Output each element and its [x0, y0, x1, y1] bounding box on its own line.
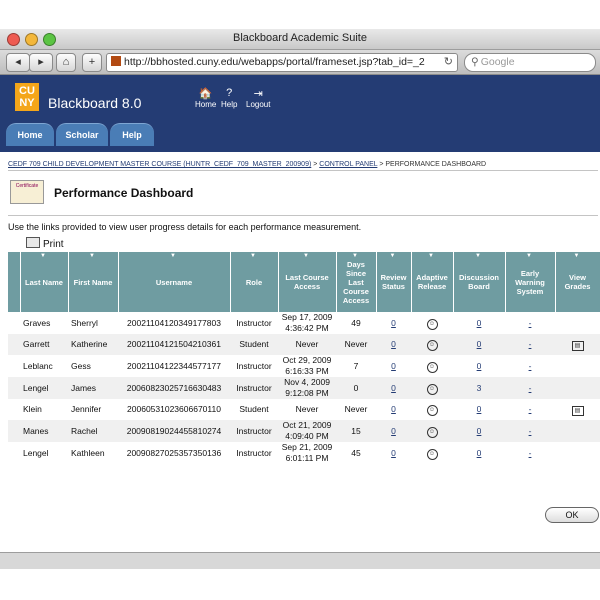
home-link[interactable] — [195, 87, 216, 109]
breadcrumb-separator: > — [311, 161, 320, 168]
review-status-link[interactable]: 0 — [391, 425, 396, 436]
discussion-board-link[interactable]: 3 — [476, 382, 482, 393]
certificate-icon-text: Certificate — [15, 183, 39, 189]
last-access-cell: Sep 17, 2009 4:36:42 PM — [281, 312, 333, 333]
early-warning-link[interactable]: - — [528, 425, 532, 436]
review-status-link[interactable]: 0 — [391, 404, 396, 414]
divider — [8, 215, 598, 216]
days-since-cell: 0 — [353, 382, 359, 393]
last-access-cell: Sep 21, 2009 6:01:11 PM — [281, 442, 333, 463]
tab-home[interactable]: Home — [6, 123, 54, 146]
review-status-cell — [376, 334, 411, 355]
discussion-board-cell — [453, 355, 505, 377]
first-name-cell — [68, 377, 118, 399]
tab-scholar[interactable]: Scholar — [56, 123, 108, 146]
early-warning-link[interactable]: - — [528, 317, 532, 328]
early-warning-link[interactable]: - — [528, 339, 532, 349]
view-grades-cell — [555, 442, 600, 464]
discussion-board-link[interactable]: 0 — [476, 404, 482, 414]
column-header[interactable] — [20, 252, 68, 312]
view-grades-cell — [555, 399, 600, 420]
review-status-cell — [376, 377, 411, 399]
column-header-label: Last Name — [25, 277, 63, 287]
adaptive-release-icon[interactable]: ☺ — [427, 405, 438, 416]
last-access-cell — [278, 334, 336, 355]
column-header-label: Early Warning System — [515, 268, 545, 296]
review-status-link[interactable]: 0 — [391, 447, 396, 458]
username-cell: 20090827025357350136 — [126, 447, 222, 458]
search-field[interactable] — [464, 53, 596, 72]
column-header[interactable] — [278, 252, 336, 312]
breadcrumb-separator: > — [377, 161, 386, 168]
last-name-cell: Lengel — [23, 447, 49, 458]
adaptive-release-cell — [411, 312, 453, 334]
adaptive-release-cell — [411, 399, 453, 420]
days-since-cell — [336, 420, 376, 442]
discussion-board-link[interactable]: 0 — [476, 360, 482, 371]
early-warning-cell — [505, 312, 555, 334]
forward-button[interactable]: ▸ — [29, 53, 53, 72]
view-grades-cell — [555, 420, 600, 442]
last-name-cell — [20, 399, 68, 420]
column-header[interactable] — [555, 252, 600, 312]
column-header[interactable] — [376, 252, 411, 312]
review-status-link[interactable]: 0 — [391, 339, 396, 349]
days-since-cell — [336, 399, 376, 420]
adaptive-release-icon[interactable]: ☺ — [427, 319, 438, 330]
column-header[interactable] — [411, 252, 453, 312]
adaptive-release-cell — [411, 355, 453, 377]
column-header-label: Discussion Board — [458, 273, 499, 291]
printer-icon — [26, 237, 40, 248]
review-status-cell — [376, 399, 411, 420]
discussion-board-cell — [453, 312, 505, 334]
last-name-cell — [20, 420, 68, 442]
last-name-cell: Lengel — [23, 382, 49, 393]
days-since-cell — [336, 334, 376, 355]
early-warning-link[interactable]: - — [528, 382, 532, 393]
username-cell: 20021104120349177803 — [127, 317, 221, 328]
row-spacer — [8, 399, 20, 420]
first-name-cell: Kathleen — [71, 447, 105, 458]
ok-button[interactable]: OK — [545, 507, 599, 523]
cuny-logo: CU NY — [15, 83, 39, 111]
username-cell — [118, 334, 230, 355]
view-grades-cell — [555, 312, 600, 334]
username-cell: 20060531023606670110 — [127, 404, 221, 414]
review-status-link[interactable]: 0 — [391, 360, 396, 371]
chevron-down-icon: ▼ — [573, 253, 580, 259]
first-name-cell — [68, 399, 118, 420]
chevron-down-icon: ▼ — [428, 253, 434, 259]
discussion-board-cell — [453, 420, 505, 442]
role-cell — [230, 334, 278, 355]
page-content — [0, 152, 600, 567]
last-access-cell: Oct 21, 2009 4:09:40 PM — [282, 420, 332, 441]
early-warning-cell — [505, 420, 555, 442]
days-since-cell: Never — [344, 404, 368, 414]
discussion-board-link[interactable]: 0 — [476, 339, 482, 349]
days-since-cell — [336, 377, 376, 399]
adaptive-release-cell — [411, 334, 453, 355]
help-link[interactable] — [221, 87, 237, 109]
chevron-down-icon: ▼ — [170, 253, 176, 259]
early-warning-cell — [505, 334, 555, 355]
view-grades-cell — [555, 355, 600, 377]
page-title: Performance Dashboard — [54, 186, 194, 200]
first-name-cell: Rachel — [71, 425, 98, 436]
role-cell: Student — [239, 339, 269, 349]
home-link-label: Home — [195, 100, 217, 109]
table-row — [8, 312, 600, 334]
username-cell: 20090819024455810274 — [126, 425, 222, 436]
chevron-down-icon: ▼ — [89, 253, 95, 259]
last-access-cell — [278, 312, 336, 334]
last-access-cell: Nov 4, 2009 9:12:08 PM — [284, 377, 330, 398]
days-since-cell — [336, 442, 376, 464]
role-cell — [230, 377, 278, 399]
discussion-board-cell — [453, 442, 505, 464]
grades-icon[interactable]: ▤ — [572, 341, 584, 351]
last-access-cell: Never — [295, 339, 319, 349]
performance-table — [8, 252, 600, 464]
early-warning-link[interactable]: - — [528, 447, 532, 458]
first-name-cell — [68, 334, 118, 355]
discussion-board-cell — [453, 334, 505, 355]
column-header[interactable] — [68, 252, 118, 312]
discussion-board-link[interactable]: 0 — [476, 317, 482, 328]
help-link-label: Help — [221, 100, 238, 109]
username-cell — [118, 312, 230, 334]
table-row — [8, 399, 600, 420]
username-cell — [118, 399, 230, 420]
address-text: http://bbhosted.cuny.edu/webapps/portal/frameset.jsp?tab_id=_2 — [124, 56, 425, 68]
column-header[interactable] — [118, 252, 230, 312]
search-placeholder: Google — [480, 56, 515, 68]
column-header-label: Role — [245, 277, 263, 287]
first-name-cell — [68, 442, 118, 464]
home-icon: ⌂ — [62, 56, 70, 68]
chevron-down-icon: ▼ — [475, 253, 481, 259]
adaptive-release-icon[interactable]: ☺ — [427, 340, 438, 351]
review-status-cell — [376, 312, 411, 334]
early-warning-link[interactable]: - — [528, 404, 532, 414]
days-since-cell: 15 — [351, 425, 361, 436]
instructions-text: Use the links provided to view user progress details for each performance measurement. — [8, 222, 362, 232]
certificate-icon — [10, 180, 44, 204]
last-access-cell — [278, 355, 336, 377]
table-row — [8, 420, 600, 442]
early-warning-link[interactable]: - — [528, 360, 532, 371]
logout-link[interactable] — [246, 87, 270, 109]
window-titlebar — [0, 29, 600, 50]
username-cell: 20021104122344577177 — [127, 360, 221, 371]
first-name-cell — [68, 355, 118, 377]
last-access-cell: Never — [295, 404, 319, 414]
username-cell — [118, 442, 230, 464]
chevron-down-icon: ▼ — [303, 253, 309, 259]
header-cap — [8, 252, 20, 312]
role-cell — [230, 399, 278, 420]
discussion-board-cell — [453, 399, 505, 420]
username-cell — [118, 420, 230, 442]
last-name-cell: Graves — [23, 317, 51, 328]
days-since-cell: 7 — [353, 360, 359, 371]
house-icon: 🏠 — [198, 88, 213, 100]
last-name-cell — [20, 355, 68, 377]
username-cell — [118, 355, 230, 377]
chevron-down-icon: ▼ — [40, 253, 46, 259]
adaptive-release-icon[interactable]: ☺ — [427, 449, 438, 460]
last-name-cell — [20, 334, 68, 355]
brand-name: Blackboard 8.0 — [48, 95, 142, 111]
table-row — [8, 442, 600, 464]
table-body — [8, 312, 600, 464]
role-cell: Student — [239, 404, 269, 414]
first-name-cell: Gess — [71, 360, 91, 371]
view-grades-cell — [555, 334, 600, 355]
review-status-cell — [376, 355, 411, 377]
last-name-cell — [20, 377, 68, 399]
column-header[interactable] — [505, 252, 555, 312]
role-cell — [230, 442, 278, 464]
last-name-cell — [20, 442, 68, 464]
discussion-board-link[interactable]: 0 — [476, 425, 482, 436]
chevron-down-icon: ▼ — [526, 253, 532, 259]
back-button[interactable]: ◂ — [6, 53, 30, 72]
column-header-label: Last Course Access — [285, 273, 329, 291]
tab-help[interactable]: Help — [110, 123, 154, 146]
table-header-row — [8, 252, 600, 312]
divider — [8, 170, 598, 171]
review-status-cell — [376, 442, 411, 464]
column-header[interactable] — [453, 252, 505, 312]
days-since-cell — [336, 355, 376, 377]
review-status-link[interactable]: 0 — [391, 382, 396, 393]
last-name-cell: Klein — [23, 404, 42, 414]
column-header-label: Adaptive Release — [416, 273, 448, 291]
role-cell: Instructor — [236, 317, 272, 328]
help-icon: ? — [226, 87, 233, 99]
table-row — [8, 377, 600, 399]
first-name-cell — [68, 312, 118, 334]
role-cell — [230, 420, 278, 442]
address-bar[interactable] — [106, 53, 458, 72]
days-since-cell: 49 — [351, 317, 361, 328]
discussion-board-cell — [453, 377, 505, 399]
first-name-cell: James — [71, 382, 97, 393]
last-access-cell — [278, 442, 336, 464]
print-button[interactable] — [26, 237, 64, 250]
last-access-cell — [278, 399, 336, 420]
role-cell: Instructor — [236, 425, 272, 436]
first-name-cell: Jennifer — [71, 404, 102, 414]
role-cell: Instructor — [236, 447, 272, 458]
early-warning-cell — [505, 442, 555, 464]
search-icon: ⚲ — [471, 56, 479, 68]
early-warning-cell — [505, 377, 555, 399]
username-cell: 20060823025716630483 — [126, 382, 222, 393]
home-button[interactable] — [56, 53, 76, 72]
adaptive-release-icon[interactable]: ☺ — [427, 362, 438, 373]
last-access-cell — [278, 420, 336, 442]
chevron-down-icon: ▼ — [389, 253, 396, 259]
column-header-label: View Grades — [564, 273, 591, 291]
table-row — [8, 355, 600, 377]
breadcrumb-control-panel-link[interactable]: CONTROL PANEL — [319, 161, 378, 168]
days-since-cell: Never — [344, 339, 368, 349]
days-since-cell: 45 — [351, 447, 361, 458]
early-warning-cell — [505, 399, 555, 420]
column-header-label: Username — [155, 277, 193, 287]
role-cell: Instructor — [236, 382, 272, 393]
last-name-cell: Manes — [23, 425, 49, 436]
adaptive-release-cell — [411, 377, 453, 399]
adaptive-release-icon[interactable]: ☺ — [427, 384, 438, 395]
breadcrumb — [8, 161, 598, 168]
column-header-label: Review Status — [380, 273, 407, 291]
row-spacer — [8, 377, 20, 399]
role-cell: Instructor — [236, 360, 272, 371]
first-name-cell: Katherine — [71, 339, 108, 349]
username-cell: 20021104121504210361 — [127, 339, 221, 349]
site-favicon-icon — [111, 56, 121, 66]
row-spacer — [8, 312, 20, 334]
grades-icon[interactable]: ▤ — [572, 406, 584, 416]
print-label: Print — [43, 239, 64, 250]
username-cell — [118, 377, 230, 399]
logout-link-label: Logout — [246, 100, 271, 109]
column-header[interactable] — [336, 252, 376, 312]
adaptive-release-cell — [411, 442, 453, 464]
reload-icon[interactable]: ↻ — [443, 56, 453, 68]
role-cell — [230, 312, 278, 334]
column-header-label: First Name — [73, 277, 113, 287]
first-name-cell — [68, 420, 118, 442]
view-grades-cell — [555, 377, 600, 399]
breadcrumb-course-link[interactable]: CEDF 709 CHILD DEVELOPMENT MASTER COURSE (HUNTR_CEDF_709_MASTER_200909) — [8, 161, 312, 168]
last-name-cell: Leblanc — [23, 360, 53, 371]
window-title: Blackboard Academic Suite — [233, 32, 367, 44]
review-status-link[interactable]: 0 — [391, 317, 396, 328]
column-header[interactable] — [230, 252, 278, 312]
logout-icon: ⇥ — [253, 88, 263, 100]
discussion-board-link[interactable]: 0 — [476, 447, 482, 458]
add-bookmark-button[interactable]: + — [82, 53, 102, 72]
row-spacer — [8, 355, 20, 377]
last-access-cell — [278, 377, 336, 399]
last-name-cell — [20, 312, 68, 334]
first-name-cell: Sherryl — [71, 317, 98, 328]
table-row — [8, 334, 600, 355]
row-spacer — [8, 334, 20, 355]
status-bar — [0, 552, 600, 569]
adaptive-release-icon[interactable]: ☺ — [427, 427, 438, 438]
chevron-down-icon: ▼ — [250, 253, 256, 259]
row-spacer — [8, 420, 20, 442]
last-name-cell: Garrett — [23, 339, 50, 349]
role-cell — [230, 355, 278, 377]
last-access-cell: Oct 29, 2009 6:16:33 PM — [282, 355, 332, 376]
adaptive-release-cell — [411, 420, 453, 442]
days-since-cell — [336, 312, 376, 334]
chevron-down-icon: ▼ — [352, 253, 358, 259]
browser-toolbar — [0, 50, 600, 75]
breadcrumb-current: PERFORMANCE DASHBOARD — [385, 161, 487, 168]
row-spacer — [8, 442, 20, 464]
column-header-label: Days Since Last Course Access — [342, 259, 370, 305]
review-status-cell — [376, 420, 411, 442]
early-warning-cell — [505, 355, 555, 377]
